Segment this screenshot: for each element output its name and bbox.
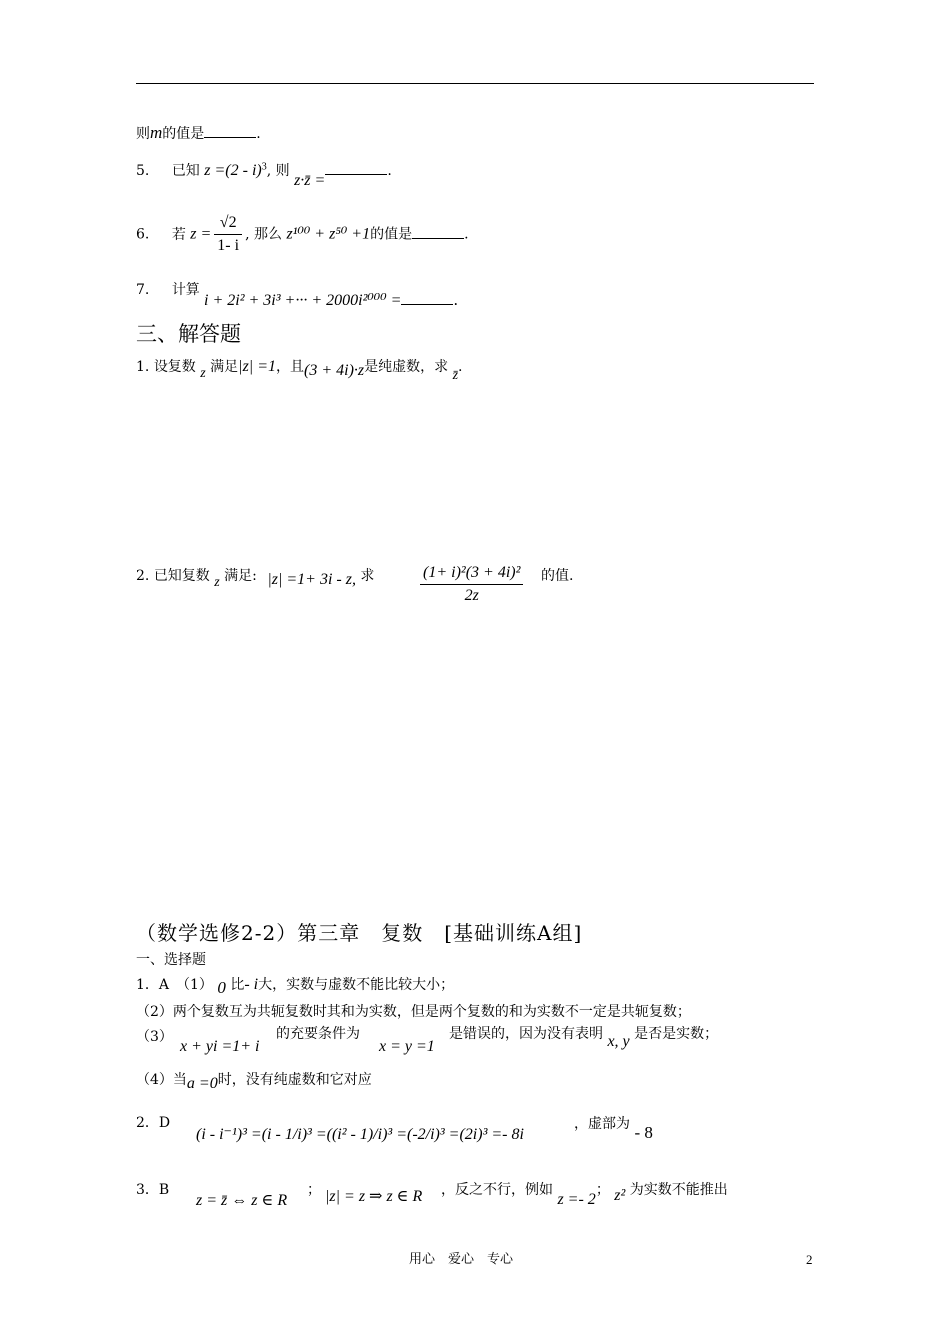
formula: z·z̄ =	[294, 172, 326, 189]
answer-2-text	[574, 1113, 653, 1142]
formula: |z| =1	[238, 358, 276, 375]
answer-1-part-4	[136, 1070, 372, 1090]
formula: - 8	[634, 1123, 653, 1142]
formula: x = y =1	[379, 1038, 435, 1055]
answer-blank	[401, 290, 453, 305]
question-text: 已知	[171, 163, 200, 179]
formula: x + yi =1+ i	[180, 1038, 260, 1055]
formula: (i - i⁻¹)³ =(i - 1/i)³ =((i² - 1)/i)³ =(-2/i)³ =(2i)³ =- 8i	[196, 1126, 524, 1143]
formula: - i	[244, 976, 259, 993]
answer-number: 1．A （1）	[136, 977, 213, 993]
q4-var: m	[150, 123, 163, 142]
question-number: 5.	[136, 163, 150, 179]
fraction-numerator: √2	[214, 212, 242, 235]
answers-title: （数学选修2-2）第三章 复数 [基础训练A组]	[136, 921, 583, 945]
period: .	[458, 359, 463, 375]
problem-2-suffix: 的值.	[541, 568, 574, 584]
answer-3-formula-2	[325, 1186, 422, 1207]
question-text: , 则	[266, 163, 290, 179]
question-number: 6.	[136, 226, 150, 243]
answer-text: ，反之不行，例如	[441, 1182, 553, 1198]
answer-2	[136, 1113, 170, 1133]
period: .	[464, 226, 469, 243]
fraction-numerator: (1+ i)²(3 + 4i)²	[420, 562, 523, 585]
problem-text: 满足	[210, 359, 239, 375]
question-7-formula	[204, 290, 458, 311]
answer-text: （3）	[136, 1029, 173, 1045]
section-heading: 三、解答题	[136, 322, 241, 346]
answer-1	[136, 974, 454, 995]
problem-number: 2.	[136, 568, 150, 584]
formula: (3 + 4i)·z	[304, 362, 365, 379]
q4-tail: 则m的值是 .	[136, 123, 261, 142]
question-7	[136, 280, 200, 300]
question-text: 若	[171, 226, 186, 243]
formula: z = z̄ ⇔ z ∈ R	[196, 1192, 288, 1209]
answer-1-part-2: （2）两个复数互为共轭复数时其和为实数，但是两个复数的和为实数不一定是共轭复数；	[136, 1004, 691, 1020]
header-rule	[136, 83, 814, 84]
question-number: 7.	[136, 282, 150, 298]
period: .	[387, 163, 392, 179]
answer-text: （4）当	[136, 1072, 187, 1088]
problem-text: 已知复数	[153, 568, 210, 584]
answer-1-part-3-formula-2	[379, 1036, 435, 1057]
formula: z =	[190, 225, 212, 243]
problem-text: 求	[360, 568, 375, 584]
page-number: 2	[806, 1252, 813, 1267]
answer-number: 3．B	[136, 1182, 170, 1198]
formula: z²	[614, 1187, 626, 1204]
answer-blank	[412, 224, 464, 239]
answer-text: 比	[230, 977, 245, 993]
problem-text: 设复数	[153, 359, 196, 375]
answers-section-heading: 一、选择题	[136, 952, 206, 968]
answer-blank	[204, 123, 256, 138]
problem-2	[136, 566, 375, 590]
formula: z	[200, 366, 206, 381]
formula-exponent: 3	[261, 161, 267, 173]
answer-1-part-3-text	[276, 1024, 360, 1044]
answer-text: 的充要条件为	[276, 1026, 360, 1042]
formula: x, y	[607, 1033, 630, 1050]
answer-3-formula	[196, 1190, 287, 1211]
q4-prefix: 则	[136, 126, 150, 142]
answer-text: 大，实数与虚数不能比较大小；	[258, 977, 455, 993]
formula: z	[214, 575, 220, 590]
q4-suffix: 的值是	[162, 126, 205, 142]
problem-number: 1.	[136, 359, 150, 375]
formula: z̄	[452, 368, 459, 383]
answer-text: 时，没有纯虚数和它对应	[217, 1072, 372, 1088]
formula: z¹⁰⁰ + z⁵⁰ +1	[286, 225, 371, 243]
answer-1-part-3-formula	[180, 1036, 259, 1057]
question-text: , 那么	[245, 226, 282, 243]
answer-text: ，虚部为	[574, 1116, 630, 1132]
problem-1	[136, 357, 463, 383]
answer-3-text	[441, 1180, 728, 1208]
fraction	[214, 212, 242, 257]
formula: i + 2i² + 3i³ +··· + 2000i²⁰⁰⁰ =	[204, 292, 402, 309]
formula: 0	[217, 978, 226, 997]
problem-2-fraction	[420, 562, 523, 607]
answer-text: 是错误的，因为没有表明	[449, 1026, 603, 1042]
fraction	[420, 562, 523, 607]
formula: |z| = z ⇒ z ∈ R	[325, 1188, 423, 1205]
question-text: 计算	[171, 282, 200, 298]
question-6	[136, 212, 469, 257]
answer-3-sep: ；	[307, 1182, 321, 1198]
formula: z =- 2	[557, 1191, 596, 1208]
answer-3	[136, 1180, 169, 1200]
answer-text: 是否是实数；	[634, 1026, 719, 1042]
answer-blank	[325, 160, 387, 175]
answer-text: ；	[595, 1182, 610, 1198]
answer-2-formula	[196, 1124, 524, 1145]
formula: a =0	[186, 1075, 218, 1092]
problem-text: 满足:	[224, 568, 257, 584]
problem-text: ，且	[276, 359, 304, 375]
answer-number: 2．D	[136, 1115, 171, 1131]
formula: |z| =1+ 3i - z,	[267, 571, 356, 588]
fraction-denominator: 1- i	[217, 237, 240, 254]
question-5	[136, 160, 392, 189]
fraction-denominator: 2z	[464, 587, 479, 604]
answer-text: 为实数不能推出	[629, 1182, 728, 1198]
formula: z =(2 - i)	[204, 162, 262, 179]
problem-text: 是纯虚数，求	[364, 359, 449, 375]
answer-1-part-3-text-2	[449, 1024, 719, 1050]
period: .	[453, 291, 459, 309]
answer-1-part-3	[136, 1027, 173, 1047]
question-text: 的值是	[370, 226, 413, 243]
footer-motto: 用心 爱心 专心	[409, 1252, 514, 1267]
